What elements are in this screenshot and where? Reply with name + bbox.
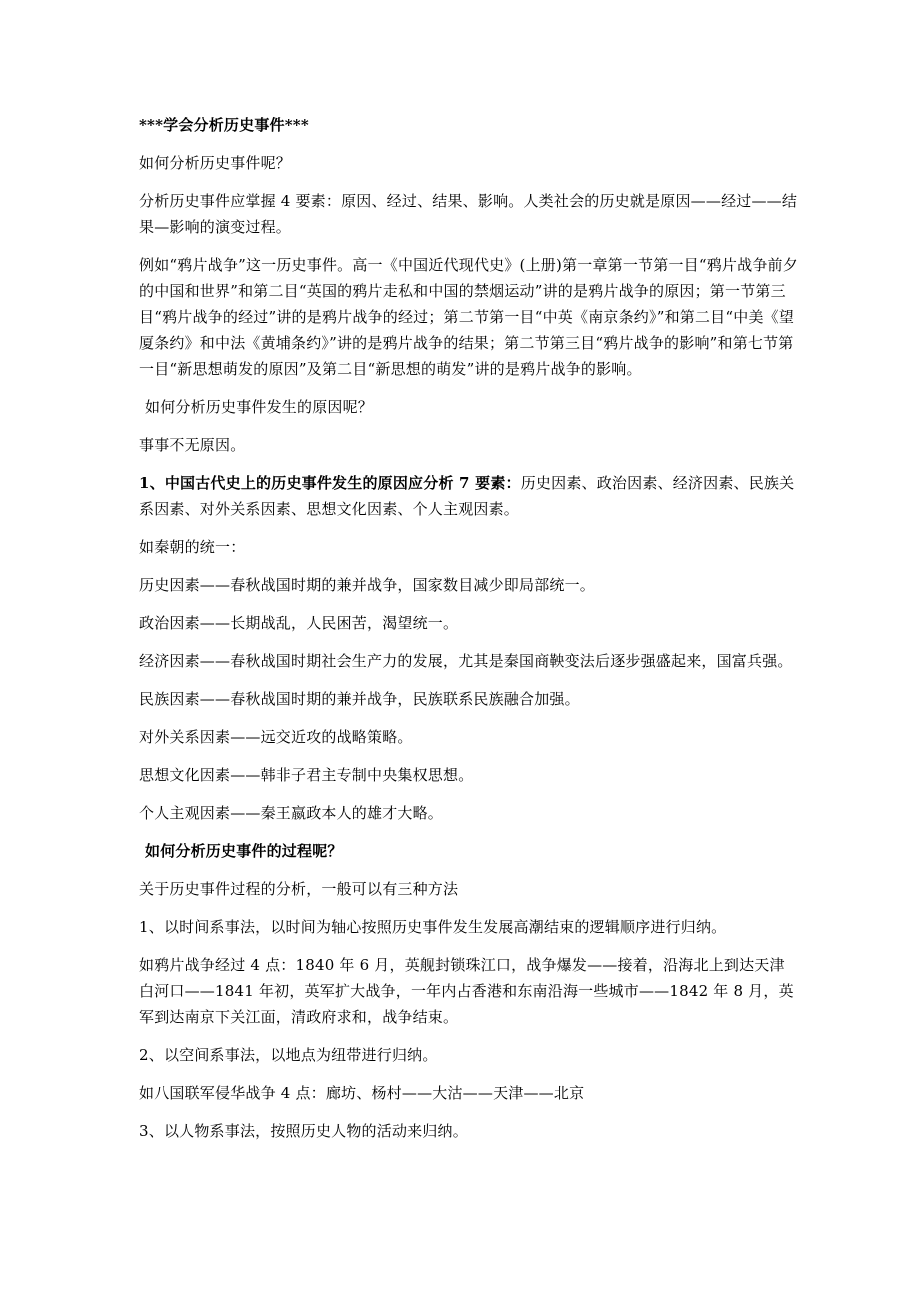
- paragraph-15: 如何分析历史事件的过程呢？: [145, 842, 343, 860]
- paragraph-6-text: 历史因素、政治因素、经济因素、民族关系因素、对外关系因素、思想文化因素、个人主观因素。: [139, 474, 795, 518]
- paragraph-14: 个人主观因素——秦王嬴政本人的雄才大略。: [139, 804, 444, 822]
- paragraph-9: 政治因素——长期战乱，人民困苦，渴望统一。: [139, 614, 459, 632]
- paragraph-12: 对外关系因素——远交近攻的战略策略。: [139, 728, 413, 746]
- paragraph-7: 如秦朝的统一：: [139, 538, 246, 556]
- paragraph-5: 事事不无原因。: [139, 436, 246, 454]
- document-title: ***学会分析历史事件***: [139, 116, 309, 134]
- paragraph-8: 历史因素——春秋战国时期的兼并战争，国家数目减少即局部统一。: [139, 576, 596, 594]
- paragraph-1: 如何分析历史事件呢？: [139, 154, 292, 172]
- paragraph-16: 关于历史事件过程的分析，一般可以有三种方法: [139, 880, 459, 898]
- paragraph-21: 3、以人物系事法，按照历史人物的活动来归纳。: [139, 1122, 468, 1140]
- paragraph-2: 分析历史事件应掌握 4 要素：原因、经过、结果、影响。人类社会的历史就是原因——经过——结果—影响的演变过程。: [139, 192, 798, 236]
- paragraph-4: 如何分析历史事件发生的原因呢？: [145, 398, 374, 416]
- paragraph-6: [139, 470, 799, 522]
- paragraph-19: 2、以空间系事法，以地点为纽带进行归纳。: [139, 1046, 438, 1064]
- paragraph-6-lead: 1、中国古代史上的历史事件发生的原因应分析 7 要素：: [139, 474, 521, 492]
- paragraph-3: 例如“鸦片战争”这一历史事件。高一《中国近代现代史》(上册)第一章第一节第一目“鸦片战争前夕的中国和世界”和第二目“英国的鸦片走私和中国的禁烟运动”讲的是鸦片战争的原因；第一节第三目“鸦片战争的经过”讲的是鸦片战争的经过；第二节第一目“中英《南京条约》”和第二目“中美《望厦条约》和中法《黄埔条约》”讲的是鸦片战争的结果；第二节第三目“鸦片战争的影响”和第七节第一目“新思想萌发的原因”及第二目“新思想的萌发”讲的是鸦片战争的影响。: [139, 256, 798, 378]
- paragraph-11: 民族因素——春秋战国时期的兼并战争，民族联系民族融合加强。: [139, 690, 580, 708]
- document-body: [139, 112, 799, 1156]
- paragraph-10: 经济因素——春秋战国时期社会生产力的发展，尤其是秦国商鞅变法后逐步强盛起来，国富兵强。: [139, 652, 793, 670]
- paragraph-18: 如鸦片战争经过 4 点：1840 年 6 月，英舰封锁珠江口，战争爆发——接着，沿海北上到达天津白河口——1841 年初，英军扩大战争，一年内占香港和东南沿海一些城市——1842 年 8 月，英军到达南京下关江面，清政府求和，战争结束。: [139, 956, 794, 1026]
- paragraph-20: 如八国联军侵华战争 4 点：廊坊、杨村——大沽——天津——北京: [139, 1084, 585, 1102]
- paragraph-17: 1、以时间系事法，以时间为轴心按照历史事件发生发展高潮结束的逻辑顺序进行归纳。: [139, 918, 727, 936]
- paragraph-13: 思想文化因素——韩非子君主专制中央集权思想。: [139, 766, 474, 784]
